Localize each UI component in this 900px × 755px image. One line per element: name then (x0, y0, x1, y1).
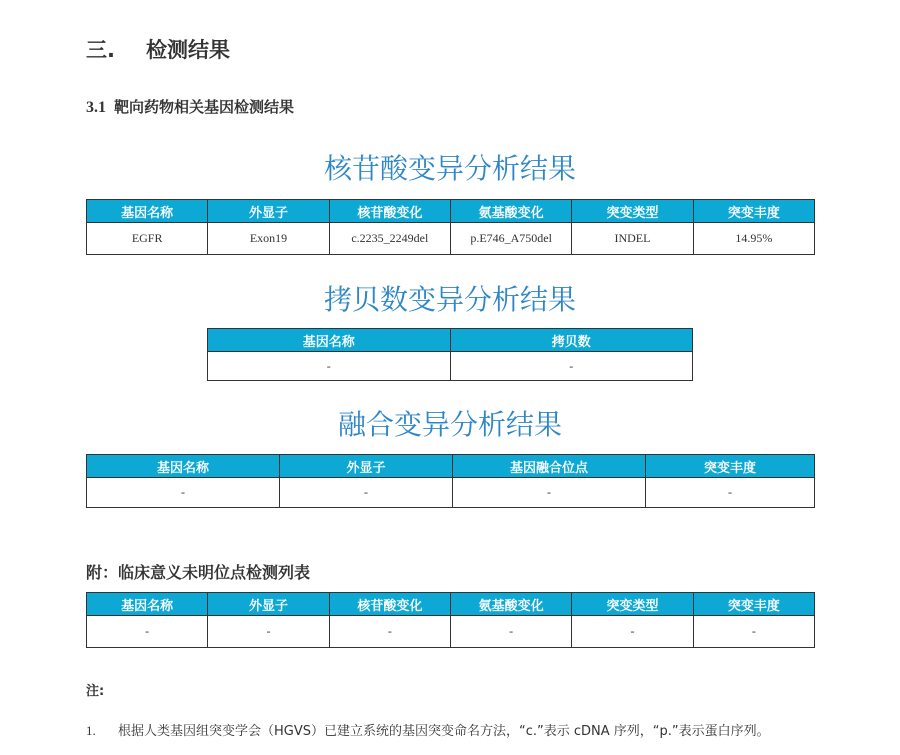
table-cell: - (453, 478, 646, 508)
note-item (86, 720, 770, 739)
header-cell: 核苷酸变化 (329, 593, 450, 616)
section-heading (86, 34, 230, 64)
table-row (208, 352, 693, 381)
snv-table (86, 199, 815, 255)
table-cell: - (329, 616, 450, 648)
table-cell: INDEL (572, 223, 693, 255)
header-cell: 突变丰度 (646, 455, 815, 478)
table-cell: Exon19 (208, 223, 329, 255)
table-cell: p.E746_A750del (450, 223, 571, 255)
table-cell: - (693, 616, 814, 648)
header-cell: 外显子 (280, 455, 453, 478)
fusion-table-title: 融合变异分析结果 (337, 408, 562, 441)
cnv-table-title: 拷贝数变异分析结果 (323, 283, 576, 316)
table-cell: - (208, 352, 451, 381)
header-cell: 氨基酸变化 (450, 593, 571, 616)
table-cell: - (208, 616, 329, 648)
note-number: 1. (86, 723, 96, 738)
header-cell: 核苷酸变化 (329, 200, 450, 223)
header-cell: 基因名称 (87, 455, 280, 478)
table-header-row (87, 200, 815, 223)
table-cell: - (280, 478, 453, 508)
table-cell: - (87, 478, 280, 508)
notes-label: 注: (86, 684, 105, 699)
table-cell: - (450, 616, 571, 648)
table-cell: - (572, 616, 693, 648)
table-row (87, 616, 815, 648)
fusion-table (86, 454, 815, 508)
section-number: 三. (86, 38, 115, 62)
header-cell: 突变类型 (572, 593, 693, 616)
header-cell: 基因名称 (87, 593, 208, 616)
header-cell: 基因名称 (87, 200, 208, 223)
section-title: 检测结果 (146, 38, 230, 62)
table-cell: - (646, 478, 815, 508)
snv-table-title: 核苷酸变异分析结果 (323, 152, 576, 185)
appendix-heading: 附：临床意义未明位点检测列表 (86, 563, 311, 582)
table-cell: 14.95% (693, 223, 814, 255)
header-cell: 外显子 (208, 593, 329, 616)
header-cell: 基因融合位点 (453, 455, 646, 478)
table-cell: - (450, 352, 693, 381)
header-cell: 突变丰度 (693, 200, 814, 223)
table-row (87, 478, 815, 508)
table-row (87, 223, 815, 255)
table-cell: c.2235_2249del (329, 223, 450, 255)
subsection-title: 靶向药物相关基因检测结果 (114, 98, 295, 116)
table-header-row (208, 329, 693, 352)
table-header-row (87, 593, 815, 616)
header-cell: 氨基酸变化 (450, 200, 571, 223)
appendix-table (86, 592, 815, 648)
note-text: 根据人类基因组突变学会（HGVS）已建立系统的基因突变命名方法，“c.”表示 cDNA 序列，“p.”表示蛋白序列。 (118, 724, 770, 739)
table-cell: - (87, 616, 208, 648)
subsection-number: 3.1 (86, 99, 106, 116)
table-cell: EGFR (87, 223, 208, 255)
header-cell: 基因名称 (208, 329, 451, 352)
cnv-table (207, 328, 693, 381)
table-header-row (87, 455, 815, 478)
header-cell: 突变类型 (572, 200, 693, 223)
header-cell: 突变丰度 (693, 593, 814, 616)
header-cell: 外显子 (208, 200, 329, 223)
subsection-heading (86, 96, 294, 117)
header-cell: 拷贝数 (450, 329, 693, 352)
